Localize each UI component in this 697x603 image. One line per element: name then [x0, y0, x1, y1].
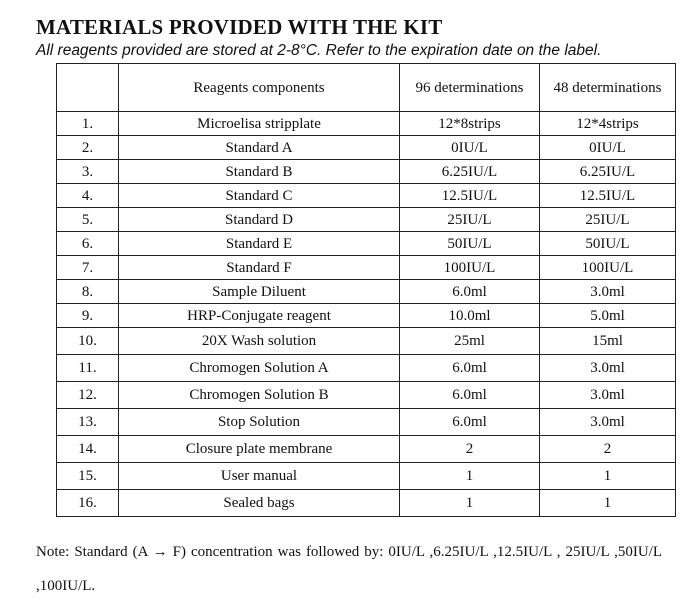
- row-number: 1.: [57, 112, 119, 136]
- page-title: MATERIALS PROVIDED WITH THE KIT: [36, 15, 443, 39]
- amount-48: 0IU/L: [540, 136, 676, 160]
- amount-96: 100IU/L: [400, 256, 540, 280]
- row-number: 8.: [57, 280, 119, 304]
- amount-96: 25IU/L: [400, 208, 540, 232]
- row-number: 5.: [57, 208, 119, 232]
- table-row: [57, 280, 676, 304]
- amount-96: 25ml: [400, 328, 540, 355]
- amount-96: 50IU/L: [400, 232, 540, 256]
- amount-96: 1: [400, 490, 540, 517]
- row-number: 9.: [57, 304, 119, 328]
- reagent-name: Closure plate membrane: [119, 436, 400, 463]
- amount-96: 6.0ml: [400, 355, 540, 382]
- amount-48: 6.25IU/L: [540, 160, 676, 184]
- header-number: [57, 64, 119, 112]
- row-number: 7.: [57, 256, 119, 280]
- reagent-name: Chromogen Solution B: [119, 382, 400, 409]
- row-number: 14.: [57, 436, 119, 463]
- amount-48: 3.0ml: [540, 280, 676, 304]
- amount-48: 1: [540, 490, 676, 517]
- amount-48: 25IU/L: [540, 208, 676, 232]
- reagent-name: Stop Solution: [119, 409, 400, 436]
- table-row: [57, 208, 676, 232]
- table-row: [57, 490, 676, 517]
- row-number: 11.: [57, 355, 119, 382]
- storage-instructions: All reagents provided are stored at 2-8°C. Refer to the expiration date on the label.: [36, 42, 602, 59]
- amount-48: 3.0ml: [540, 355, 676, 382]
- amount-48: 100IU/L: [540, 256, 676, 280]
- amount-48: 12*4strips: [540, 112, 676, 136]
- amount-48: 3.0ml: [540, 382, 676, 409]
- materials-table: [56, 63, 676, 517]
- reagent-name: Standard F: [119, 256, 400, 280]
- reagent-name: Standard D: [119, 208, 400, 232]
- row-number: 15.: [57, 463, 119, 490]
- amount-48: 15ml: [540, 328, 676, 355]
- amount-48: 3.0ml: [540, 409, 676, 436]
- reagent-name: HRP-Conjugate reagent: [119, 304, 400, 328]
- header-reagents: Reagents components: [119, 64, 400, 112]
- table-row: [57, 355, 676, 382]
- row-number: 4.: [57, 184, 119, 208]
- row-number: 3.: [57, 160, 119, 184]
- table-row: [57, 136, 676, 160]
- amount-48: 1: [540, 463, 676, 490]
- table-row: [57, 409, 676, 436]
- reagent-name: 20X Wash solution: [119, 328, 400, 355]
- amount-48: 5.0ml: [540, 304, 676, 328]
- row-number: 16.: [57, 490, 119, 517]
- amount-96: 6.0ml: [400, 409, 540, 436]
- reagent-name: Chromogen Solution A: [119, 355, 400, 382]
- reagent-name: Sealed bags: [119, 490, 400, 517]
- header-96-determinations: 96 determinations: [400, 64, 540, 112]
- amount-96: 1: [400, 463, 540, 490]
- amount-96: 6.0ml: [400, 280, 540, 304]
- row-number: 12.: [57, 382, 119, 409]
- reagent-name: User manual: [119, 463, 400, 490]
- table-row: [57, 184, 676, 208]
- reagent-name: Standard E: [119, 232, 400, 256]
- table-header-row: [57, 64, 676, 112]
- amount-48: 50IU/L: [540, 232, 676, 256]
- reagent-name: Standard C: [119, 184, 400, 208]
- row-number: 10.: [57, 328, 119, 355]
- table-row: [57, 436, 676, 463]
- reagent-name: Standard A: [119, 136, 400, 160]
- row-number: 2.: [57, 136, 119, 160]
- amount-48: 12.5IU/L: [540, 184, 676, 208]
- header-48-determinations: 48 determinations: [540, 64, 676, 112]
- amount-96: 0IU/L: [400, 136, 540, 160]
- table-row: [57, 256, 676, 280]
- amount-48: 2: [540, 436, 676, 463]
- row-number: 6.: [57, 232, 119, 256]
- table-row: [57, 112, 676, 136]
- table-row: [57, 160, 676, 184]
- amount-96: 6.25IU/L: [400, 160, 540, 184]
- table-row: [57, 382, 676, 409]
- amount-96: 2: [400, 436, 540, 463]
- amount-96: 12*8strips: [400, 112, 540, 136]
- amount-96: 6.0ml: [400, 382, 540, 409]
- amount-96: 12.5IU/L: [400, 184, 540, 208]
- amount-96: 10.0ml: [400, 304, 540, 328]
- table-row: [57, 232, 676, 256]
- row-number: 13.: [57, 409, 119, 436]
- reagent-name: Microelisa stripplate: [119, 112, 400, 136]
- concentration-note: Note: Standard (A → F) concentration was followed by: 0IU/L ,6.25IU/L ,12.5IU/L , 25IU/L ,50IU/L ,100IU/L.: [36, 544, 662, 594]
- table-row: [57, 304, 676, 328]
- table-row: [57, 328, 676, 355]
- table-row: [57, 463, 676, 490]
- reagent-name: Sample Diluent: [119, 280, 400, 304]
- reagent-name: Standard B: [119, 160, 400, 184]
